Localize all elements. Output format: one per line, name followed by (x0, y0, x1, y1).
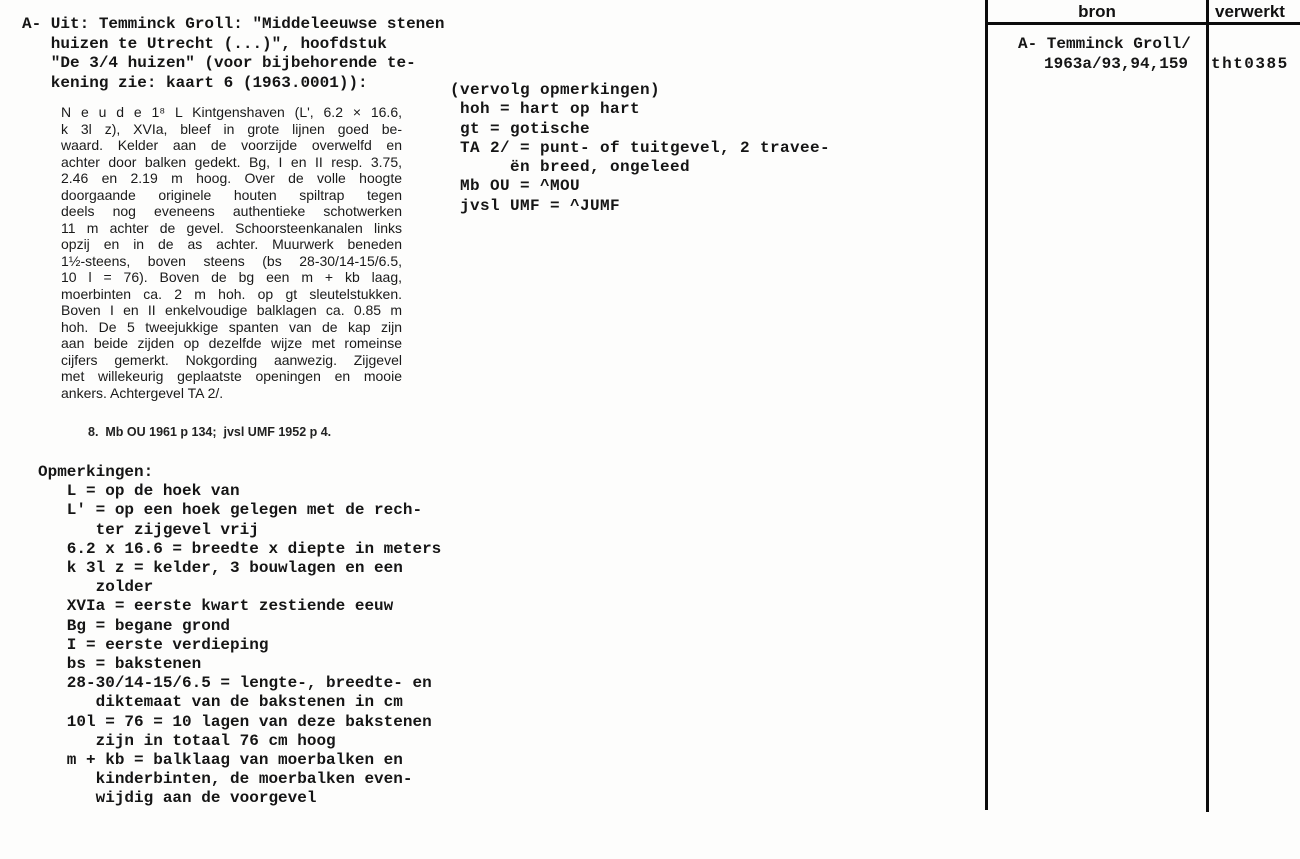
book-excerpt (61, 104, 402, 401)
text-line: diktemaat van de bakstenen in cm (38, 693, 403, 712)
text-line: A- Uit: Temminck Groll: "Middeleeuwse stenen (22, 15, 445, 33)
opmerkingen-list (38, 463, 441, 809)
text-line: kening zie: kaart 6 (1963.0001)): (22, 73, 368, 92)
text-line: kinderbinten, de moerbalken even- (38, 770, 413, 789)
excerpt-footnote: 8. Mb OU 1961 p 134; jvsl UMF 1952 p 4. (88, 425, 332, 439)
text-line: Mb OU = ^MOU (450, 177, 581, 196)
text-line: N e u d e 1⁸ L Kintgenshaven (L', 6.2 × 16.6, (61, 104, 402, 120)
bron-value-line2: 1963a/93,94,159 (1044, 55, 1189, 73)
text-line: (vervolg opmerkingen) (450, 81, 661, 99)
text-line: 1½-steens, boven steens (bs 28-30/14-15/6.5, (61, 252, 402, 269)
text-line: TA 2/ = punt- of tuitgevel, 2 travee- (450, 138, 831, 157)
text-line: 11 m achter de gevel. Schoorsteenkanalen links (61, 219, 402, 236)
text-line: hoh. De 5 tweejukkige spanten van de kap zijn (61, 318, 402, 335)
column-header-bron: bron (1078, 2, 1116, 21)
text-line: deels nog eveneens authentieke schotwerken (61, 203, 402, 219)
text-line: wijdig aan de voorgevel (38, 789, 317, 808)
vervolg-opmerkingen-list (450, 81, 830, 216)
verwerkt-value: tht0385 (1211, 55, 1289, 73)
text-line: moerbinten ca. 2 m hoh. op gt sleutelstukken. (61, 285, 402, 302)
text-line: achter door balken gedekt. Bg, I en II resp. 3.75, (61, 153, 402, 170)
table-header-separator (985, 22, 1300, 25)
text-line: k 3l z), XVIa, bleef in grote lijnen goed be- (61, 120, 402, 137)
text-line: m + kb = balklaag van moerbalken en (38, 751, 403, 770)
text-line: ankers. Achtergevel TA 2/. (61, 384, 224, 401)
text-line: k 3l z = kelder, 3 bouwlagen en een (38, 559, 403, 578)
text-line: 6.2 x 16.6 = breedte x diepte in meters (38, 539, 442, 558)
text-line: 10 l = 76). Boven de bg een m + kb laag, (61, 269, 402, 285)
source-heading (22, 15, 444, 93)
text-line: hoh = hart op hart (450, 100, 641, 119)
text-line: Bg = begane grond (38, 616, 231, 635)
table-column-divider (1206, 0, 1209, 812)
table-left-border (985, 0, 988, 810)
text-line: 2.46 en 2.19 m hoog. Over de volle hoogte (61, 170, 402, 186)
text-line: I = eerste verdieping (38, 635, 269, 654)
text-line: aan beide zijden op dezelfde wijze met romeinse (61, 335, 402, 351)
text-line: met willekeurig geplaatste openingen en mooie (61, 368, 402, 384)
text-line: 28-30/14-15/6.5 = lengte-, breedte- en (38, 674, 432, 693)
text-line: ën breed, ongeleed (450, 158, 691, 177)
text-line: huizen te Utrecht (...)", hoofdstuk (22, 34, 387, 53)
text-line: "De 3/4 huizen" (voor bijbehorende te- (22, 54, 416, 72)
text-line: Opmerkingen: (38, 463, 154, 481)
text-line: gt = gotische (450, 119, 591, 138)
text-line: ter zijgevel vrij (38, 520, 259, 539)
text-line: Boven I en II enkelvoudige balklagen ca. 0.85 m (61, 302, 402, 318)
text-line: cijfers gemerkt. Nokgording aanwezig. Zijgevel (61, 351, 402, 368)
text-line: 10l = 76 = 10 lagen van deze bakstenen (38, 712, 432, 731)
text-line: waard. Kelder aan de voorzijde overwelfd en (61, 137, 402, 153)
text-line: zijn in totaal 76 cm hoog (38, 731, 336, 750)
text-line: L' = op een hoek gelegen met de rech- (38, 501, 423, 520)
text-line: L = op de hoek van (38, 482, 240, 501)
text-line: zolder (38, 578, 154, 597)
text-line: XVIa = eerste kwart zestiende eeuw (38, 597, 394, 616)
bron-value-line1: A- Temminck Groll/ (1018, 35, 1191, 53)
text-line: opzij en in de as achter. Muurwerk beneden (61, 236, 402, 252)
text-line: jvsl UMF = ^JUMF (450, 196, 621, 215)
column-header-verwerkt: verwerkt (1215, 2, 1285, 21)
text-line: bs = bakstenen (38, 655, 202, 674)
text-line: doorgaande originele houten spiltrap tegen (61, 186, 402, 203)
